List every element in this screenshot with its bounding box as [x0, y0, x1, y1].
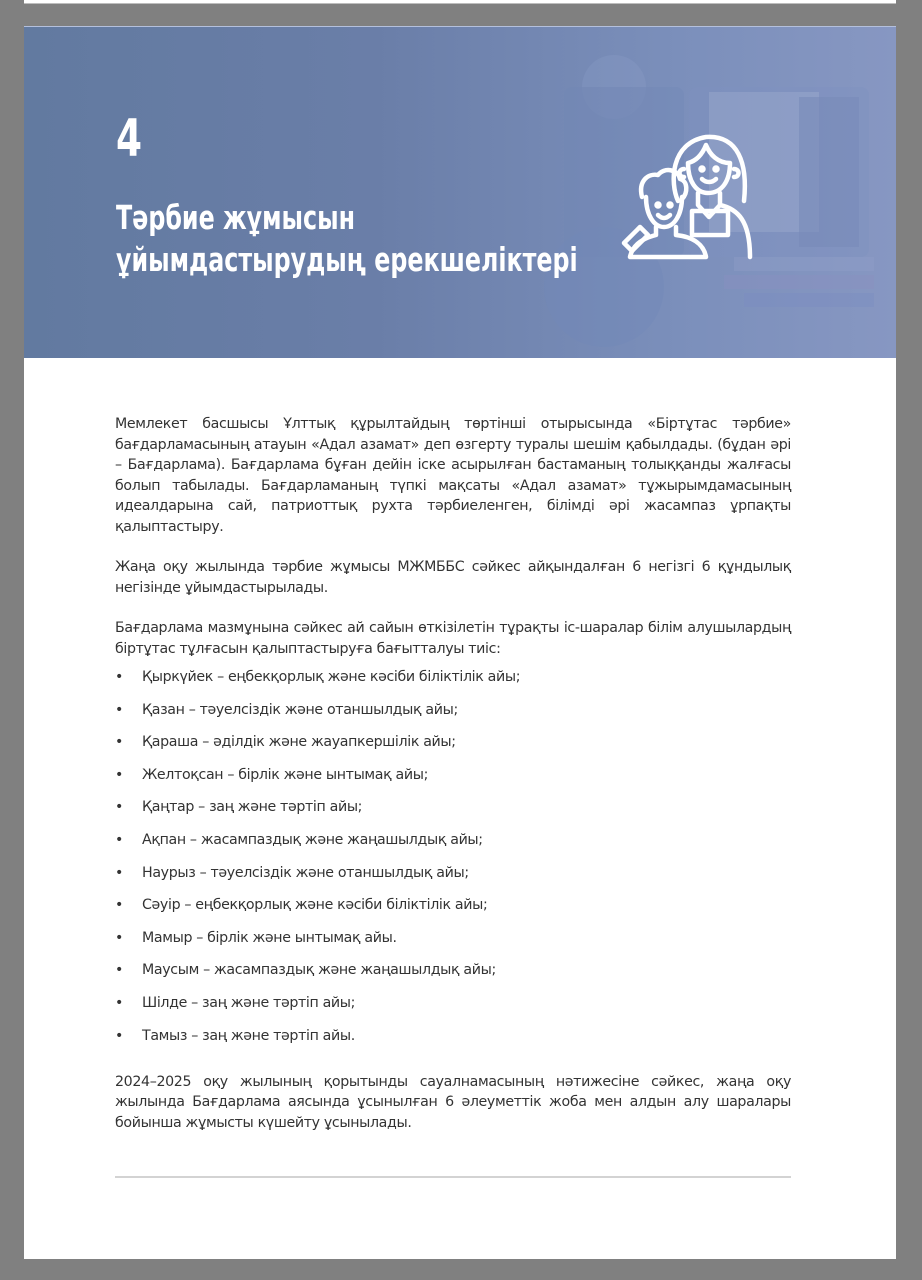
- list-item: • Ақпан – жасампаздық және жаңашылдық айы;: [115, 830, 791, 863]
- bullet: •: [115, 929, 124, 946]
- values-paragraph: Жаңа оқу жылында тәрбие жұмысы МЖМББС сәйкес айқындалған 6 негізгі 6 құндылық негізінде ұйымдастырылады.: [115, 559, 791, 596]
- recommendation-paragraph: 2024–2025 оқу жылының қорытынды сауалнамасының нәтижесіне сәйкес, жаңа оқу жылында Бағдарлама аясында ұсынылған 6 әлеуметтік жоба мен алдын алу шаралары бойынша жұмысты күшейту ұсынылады.: [115, 1073, 791, 1131]
- monthly-themes-list: [115, 667, 791, 1054]
- list-item: • Наурыз – тәуелсіздік және отаншылдық айы;: [115, 863, 791, 896]
- list-item: • Қазан – тәуелсіздік және отаншылдық айы;: [115, 700, 791, 733]
- list-item: • Тамыз – заң және тәртіп айы.: [115, 1026, 791, 1054]
- bullet: •: [115, 669, 124, 685]
- chapter-content: [115, 414, 791, 1153]
- list-item: • Мамыр – бірлік және ынтымақ айы.: [115, 928, 791, 961]
- chapter-title-line-2: ұйымдастырудың ерекшеліктері: [116, 240, 578, 279]
- bullet: •: [115, 734, 124, 751]
- previous-page-edge: [24, 0, 896, 4]
- chapter-title: [116, 197, 578, 281]
- list-item: • Шілде – заң және тәртіп айы;: [115, 993, 791, 1026]
- bullet: •: [115, 701, 124, 718]
- bullet: •: [115, 831, 124, 848]
- list-item: • Сәуір – еңбекқорлық және кәсіби біліктілік айы;: [115, 895, 791, 928]
- bullet: •: [115, 799, 124, 816]
- chapter-number: 4: [116, 109, 143, 169]
- chapter-banner: [24, 26, 896, 358]
- list-item: • Қараша – әділдік және жауапкершілік айы;: [115, 732, 791, 765]
- bullet: •: [115, 766, 124, 783]
- parent-and-child-icon: [618, 123, 758, 263]
- bullet: •: [115, 962, 124, 979]
- intro-paragraph: Мемлекет басшысы Ұлттық құрылтайдың төртінші отырысында «Біртұтас тәрбие» бағдарламасының атауын «Адал азамат» деп өзгерту туралы шешім қабылдады. (бұдан әрі – Бағдарлама). Бағдарлама бұған дейін іске асырылған бастаманың толыққанды жалғасы болып табылады. Бағдарламаның түпкі мақсаты «Адал азамат» тұжырымдамасының идеалдарына сай, патриоттық рухта тәрбиеленген, білімді әрі жасампаз ұрпақты қалыптастыру.: [115, 416, 791, 535]
- list-item: • Қыркүйек – еңбекқорлық және кәсіби біліктілік айы;: [115, 667, 791, 700]
- footer-divider: [115, 1176, 791, 1178]
- list-item: • Желтоқсан – бірлік және ынтымақ айы;: [115, 765, 791, 798]
- monthly-events-paragraph: Бағдарлама мазмұнына сәйкес ай сайын өткізілетін тұрақты іс-шаралар білім алушылардың біртұтас тұлғасын қалыптастыруға бағытталуы тиіс:: [115, 620, 791, 657]
- bullet: •: [115, 1027, 124, 1044]
- bullet: •: [115, 897, 124, 914]
- bullet: •: [115, 994, 124, 1011]
- list-item: • Қаңтар – заң және тәртіп айы;: [115, 797, 791, 830]
- chapter-title-line-1: Тәрбие жұмысын: [116, 198, 355, 237]
- bullet: •: [115, 864, 124, 881]
- list-item: • Маусым – жасампаздық және жаңашылдық айы;: [115, 960, 791, 993]
- document-page: [24, 26, 896, 1259]
